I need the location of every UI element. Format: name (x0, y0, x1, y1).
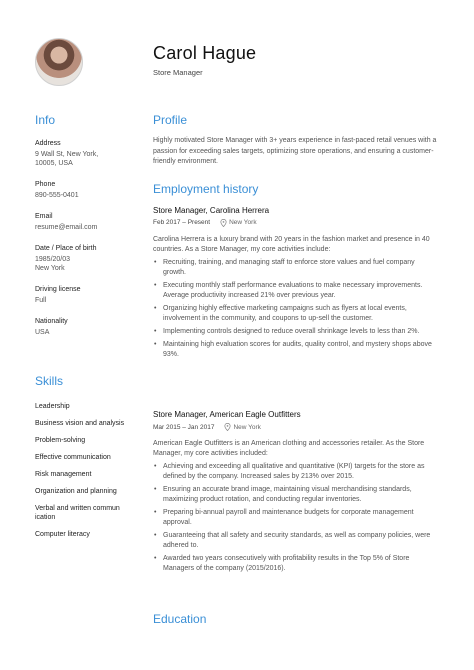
job-entry (153, 410, 438, 574)
phone-block (35, 181, 135, 200)
job-meta (153, 219, 438, 227)
email-value: resume@email.com (35, 224, 98, 231)
job-bullet: • Ensuring an accurate brand image, maintaining visual merchandising standards, maximizing product rotation, and conducting regular inventories. (153, 485, 438, 505)
address-line-2: 10005, USA (35, 160, 73, 167)
job-bullet: • Maintaining high evaluation scores for audits, quality control, and mystery shops above 93%. (153, 340, 438, 360)
pob-value: New York (35, 265, 65, 272)
skill-item: Business vision and analysis (35, 420, 125, 427)
job-bullet: • Guaranteeing that all safety and security standards, as well as company policies, were adhered to. (153, 531, 438, 551)
profile-heading: Profile (153, 113, 188, 127)
job-location (224, 423, 260, 431)
job-bullet: • Executing monthly staff performance evaluations to make necessary improvements. Average productivity increased 21% over previous year. (153, 281, 438, 301)
address-line-1: 9 Wall St, New York, (35, 151, 99, 158)
dob-label: Date / Place of birth (35, 245, 97, 252)
job-location-text: New York (229, 219, 257, 226)
job-location-text: New York (233, 423, 261, 431)
license-label: Driving license (35, 286, 81, 293)
job-description: Carolina Herrera is a luxury brand with 20 years in the fashion market and presence in 40 countries. As a Store Manager, my core activities include: (153, 235, 430, 253)
main-section (153, 113, 438, 360)
phone-label: Phone (35, 181, 56, 188)
skill-item: Verbal and written commun ication (35, 505, 120, 521)
location-pin-icon (224, 423, 231, 431)
job-bullet: • Implementing controls designed to reduce overall shrinkage levels to less than 2%. (153, 327, 438, 337)
nationality-value: USA (35, 329, 50, 336)
avatar (35, 38, 83, 86)
address-label: Address (35, 140, 61, 147)
job-description: American Eagle Outfitters is an American clothing and accessories retailer. As the Store Manager, my core activities included: (153, 440, 425, 457)
job-title: Store Manager, American Eagle Outfitters (153, 410, 301, 419)
skill-item: Computer literacy (35, 531, 90, 538)
job-title: Store Manager, Carolina Herrera (153, 205, 270, 215)
job-bullet: • Achieving and exceeding all qualitative and quantitative (KPI) targets for the store as defined by the company. Increased sales by 213% over 2015. (153, 462, 438, 482)
job-bullets (153, 258, 438, 360)
license-block (35, 286, 135, 305)
skill-item: Organization and planning (35, 488, 117, 495)
dob-block (35, 245, 135, 273)
job-dates: Mar 2015 – Jan 2017 (153, 423, 215, 431)
candidate-title: Store Manager (153, 68, 203, 77)
dob-value: 1985/20/03 (35, 256, 71, 263)
job-bullets (153, 462, 438, 574)
employment-heading: Employment history (153, 181, 259, 196)
education-heading: Education (153, 612, 207, 626)
job-dates: Feb 2017 – Present (153, 219, 211, 226)
job-bullet: • Recruiting, training, and managing staff to enforce store values and fuel company growth. (153, 258, 438, 278)
skills-heading: Skills (35, 374, 64, 388)
job-bullet: • Preparing bi-annual payroll and maintenance budgets for corporate management approval. (153, 508, 438, 528)
phone-value: 890-555-0401 (35, 192, 79, 199)
job-entry (153, 206, 438, 360)
job-location (220, 219, 256, 227)
skill-item: Leadership (35, 403, 70, 410)
skill-item: Risk management (35, 471, 92, 478)
skill-item: Problem-solving (35, 437, 86, 444)
job-bullet: • Organizing highly effective marketing campaigns such as flyers at local events, involvement in the community, and coupons to up-sell the customer. (153, 304, 438, 324)
email-block (35, 213, 135, 232)
profile-text: Highly motivated Store Manager with 3+ years experience in fast-paced retail venues with a passion for exceeding sales targets, optimizing store operations, and ensuring a customer-friendly environment. (153, 137, 437, 165)
job-bullet: • Awarded two years consecutively with profitability results in the Top 5% of Store Managers of the company (2015/2016). (153, 554, 438, 574)
nationality-block (35, 318, 135, 337)
job-meta (153, 423, 438, 431)
nationality-label: Nationality (35, 318, 68, 325)
email-label: Email (35, 213, 53, 220)
license-value: Full (35, 297, 47, 304)
info-heading: Info (35, 113, 56, 127)
candidate-name: Carol Hague (153, 43, 257, 63)
info-section (35, 113, 135, 337)
address-block (35, 140, 135, 168)
skills-section (35, 374, 135, 539)
location-pin-icon (220, 219, 227, 227)
skill-item: Effective communication (35, 454, 111, 461)
